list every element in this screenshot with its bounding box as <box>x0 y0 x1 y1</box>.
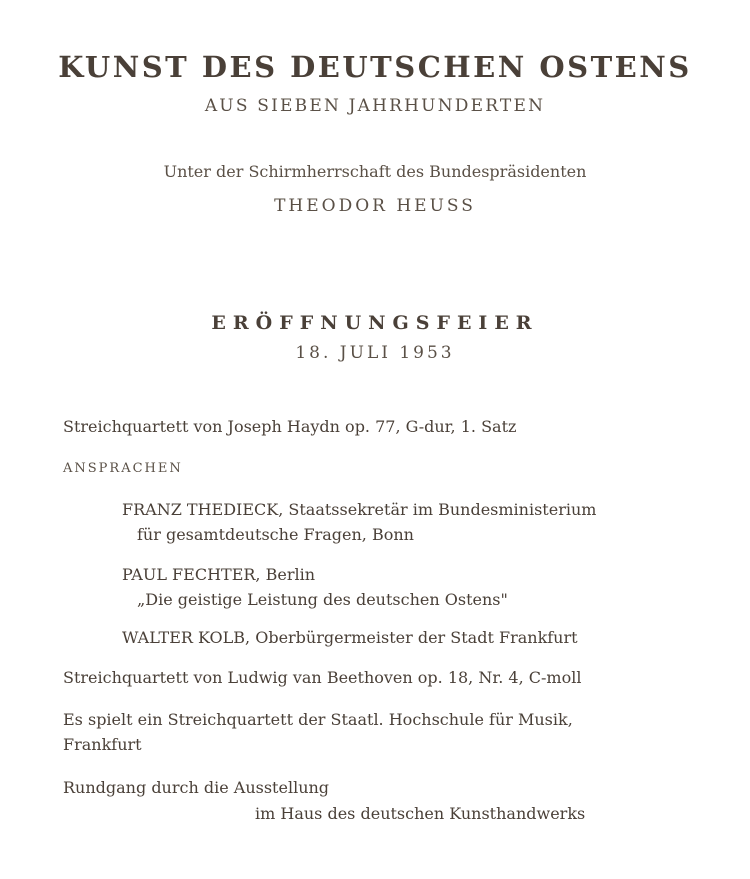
patron-name: THEODOR HEUSS <box>274 196 476 216</box>
patronage-text: Unter der Schirmherrschaft des Bundespräsidenten <box>163 162 587 181</box>
speaker-thedieck-affiliation: für gesamtdeutsche Fragen, Bonn <box>137 525 414 544</box>
performers-city: Frankfurt <box>63 735 142 754</box>
speeches-heading: ANSPRACHEN <box>63 461 183 476</box>
tour-location: im Haus des deutschen Kunsthandwerks <box>255 804 586 823</box>
tour-text: Rundgang durch die Ausstellung <box>63 778 330 797</box>
speaker-kolb: WALTER KOLB, Oberbürgermeister der Stadt Frankfurt <box>122 628 578 647</box>
speaker-fechter: PAUL FECHTER, Berlin <box>122 565 316 584</box>
speaker-fechter-topic: „Die geistige Leistung des deutschen Ostens" <box>137 590 508 609</box>
event-date: 18. JULI 1953 <box>295 343 455 363</box>
exhibition-title: KUNST DES DEUTSCHEN OSTENS <box>58 50 692 84</box>
speaker-thedieck: FRANZ THEDIECK, Staatssekretär im Bundesministerium <box>122 500 597 519</box>
program-item-haydn: Streichquartett von Joseph Haydn op. 77, G-dur, 1. Satz <box>63 417 517 436</box>
performers-text: Es spielt ein Streichquartett der Staatl. Hochschule für Musik, <box>63 710 573 729</box>
event-title: ERÖFFNUNGSFEIER <box>211 312 539 334</box>
program-item-beethoven: Streichquartett von Ludwig van Beethoven op. 18, Nr. 4, C-moll <box>63 668 582 687</box>
exhibition-subtitle: AUS SIEBEN JAHRHUNDERTEN <box>204 96 546 116</box>
